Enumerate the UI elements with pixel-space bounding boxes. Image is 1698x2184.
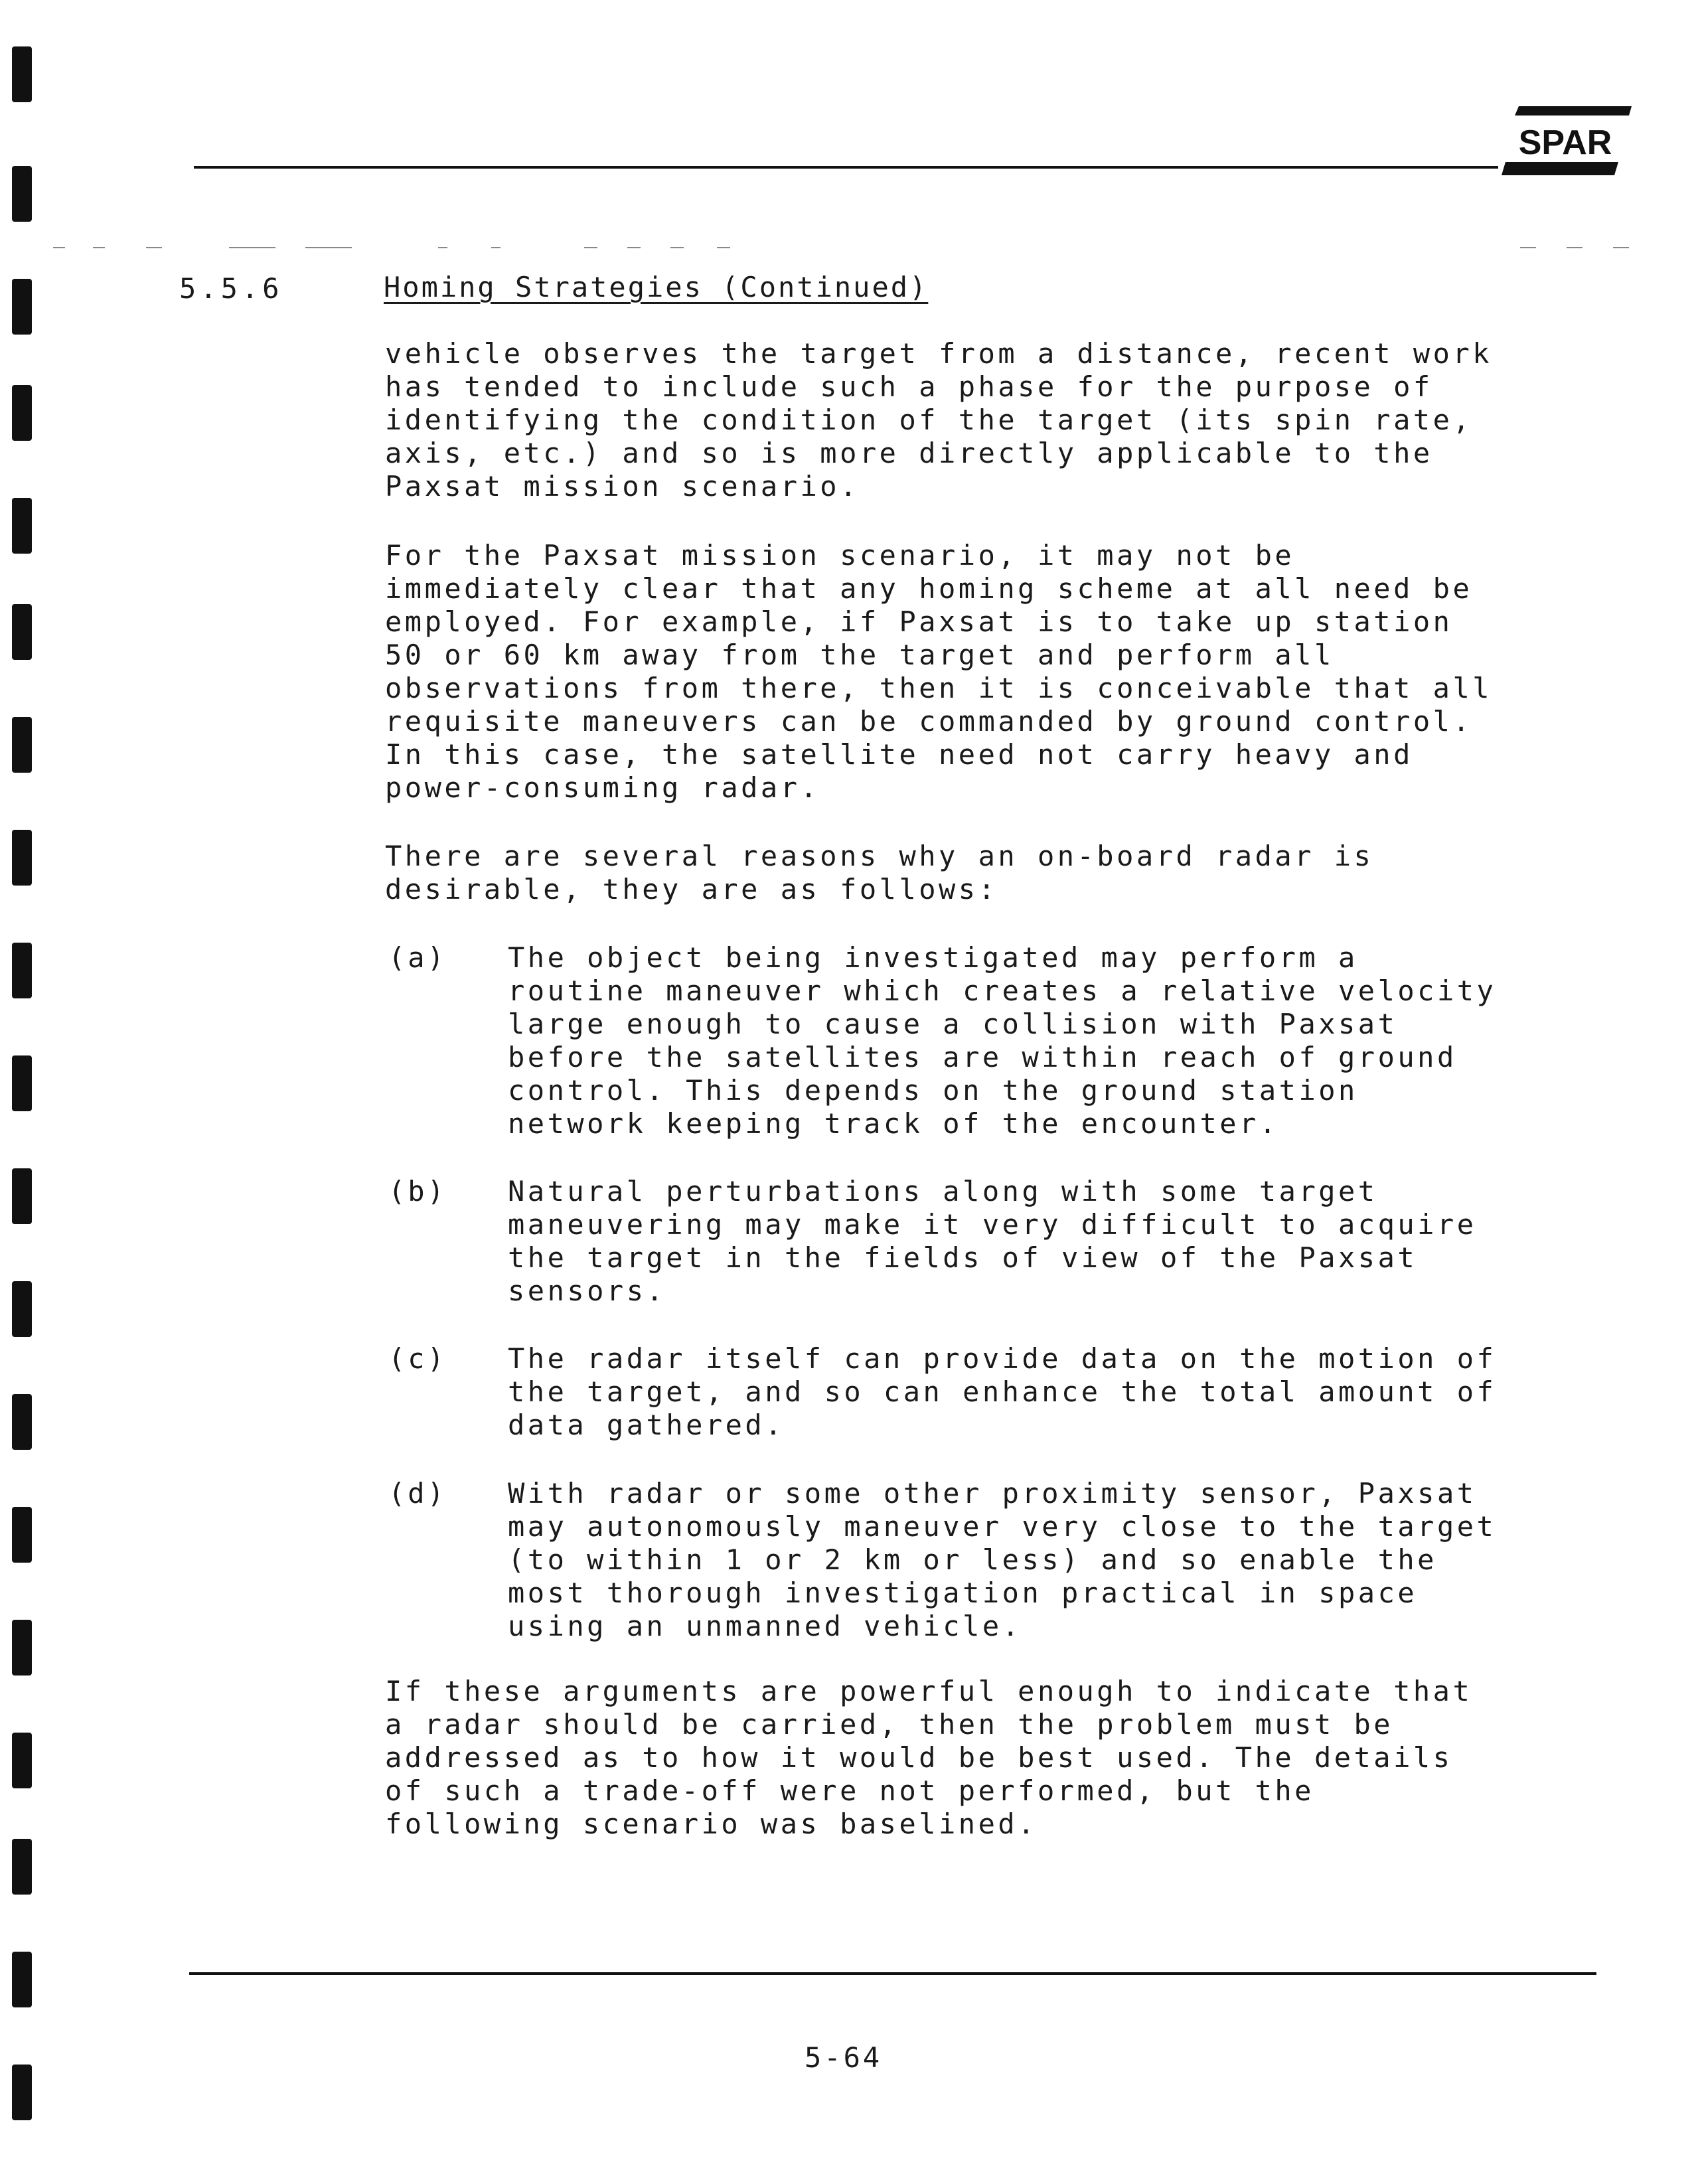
paragraph: For the Paxsat mission scenario, it may not be immediately clear that any homing scheme at all need be employed. For example, if Paxsat is to take up station 50 or 60 km away from the target and perform all observations from there, then it is conceivable that all requisite maneuvers can be commanded by ground control. In this case, the satellite need not carry heavy and power-consuming radar.: [385, 539, 1493, 804]
binder-hole: [12, 1620, 32, 1676]
scan-dash: [1520, 247, 1536, 248]
list-item-text: The object being investigated may perform a routine maneuver which creates a relative velocity large enough to cause a collision with Paxsat before the satellites are within reach of ground control. This depends on the ground station network keeping track of the encounter.: [508, 941, 1497, 1140]
binder-hole: [12, 2065, 32, 2120]
scan-dash: [670, 247, 684, 248]
binder-hole: [12, 385, 32, 441]
binder-hole: [12, 1507, 32, 1563]
binder-hole: [12, 604, 32, 660]
binder-hole: [12, 1733, 32, 1788]
scan-dash: [584, 247, 597, 248]
closing-paragraph: If these arguments are powerful enough to indicate that a radar should be carried, then the problem must be addressed as to how it would be best used. The details of such a trade-off were not performed, but the following scenario was baselined.: [385, 1675, 1473, 1840]
scan-dash: [491, 247, 501, 248]
list-item-label: (c): [388, 1342, 447, 1375]
scan-dash: [1613, 247, 1629, 248]
binder-hole: [12, 1394, 32, 1450]
scan-dash: [627, 247, 641, 248]
scan-dash: [717, 247, 730, 248]
header-rule: [194, 166, 1498, 169]
binder-hole: [12, 1168, 32, 1224]
binder-hole: [12, 1281, 32, 1337]
section-number: 5.5.6: [179, 272, 283, 305]
scan-dash: [438, 247, 447, 248]
binder-hole: [12, 46, 32, 102]
list-item-text: The radar itself can provide data on the motion of the target, and so can enhance the total amount of data gathered.: [508, 1342, 1497, 1441]
binder-hole: [12, 1952, 32, 2007]
binder-hole: [12, 1055, 32, 1111]
scan-dash: [229, 247, 275, 248]
binder-hole: [12, 717, 32, 773]
binder-hole: [12, 943, 32, 998]
spar-logo: [1499, 106, 1632, 175]
scan-dash: [93, 247, 105, 248]
paragraph: vehicle observes the target from a distance, recent work has tended to include such a phase for the purpose of identifying the condition of the target (its spin rate, axis, etc.) and so is more directly applicable to the Paxsat mission scenario.: [385, 337, 1493, 503]
scan-dash: [1567, 247, 1582, 248]
list-item-text: Natural perturbations along with some target maneuvering may make it very difficult to acquire the target in the fields of view of the Paxsat sensors.: [508, 1175, 1477, 1307]
scan-dash: [305, 247, 352, 248]
binder-hole: [12, 166, 32, 222]
page-number: 5-64: [805, 2041, 883, 2074]
scan-dash: [146, 247, 162, 248]
scan-dash: [53, 247, 65, 248]
list-item-label: (b): [388, 1175, 447, 1208]
footer-rule: [189, 1972, 1596, 1975]
binder-hole: [12, 830, 32, 886]
section-title: Homing Strategies (Continued): [384, 271, 929, 303]
list-item-text: With radar or some other proximity sensor, Paxsat may autonomously maneuver very close to the target (to within 1 or 2 km or less) and so enable the most thorough investigation practical in space using an unmanned vehicle.: [508, 1477, 1497, 1642]
list-item-label: (a): [388, 941, 447, 974]
svg-text:SPAR: SPAR: [1518, 123, 1612, 162]
binder-hole: [12, 498, 32, 554]
binder-hole: [12, 1839, 32, 1895]
binder-hole: [12, 279, 32, 335]
list-item-label: (d): [388, 1477, 447, 1510]
paragraph: There are several reasons why an on-board radar is desirable, they are as follows:: [385, 840, 1374, 905]
